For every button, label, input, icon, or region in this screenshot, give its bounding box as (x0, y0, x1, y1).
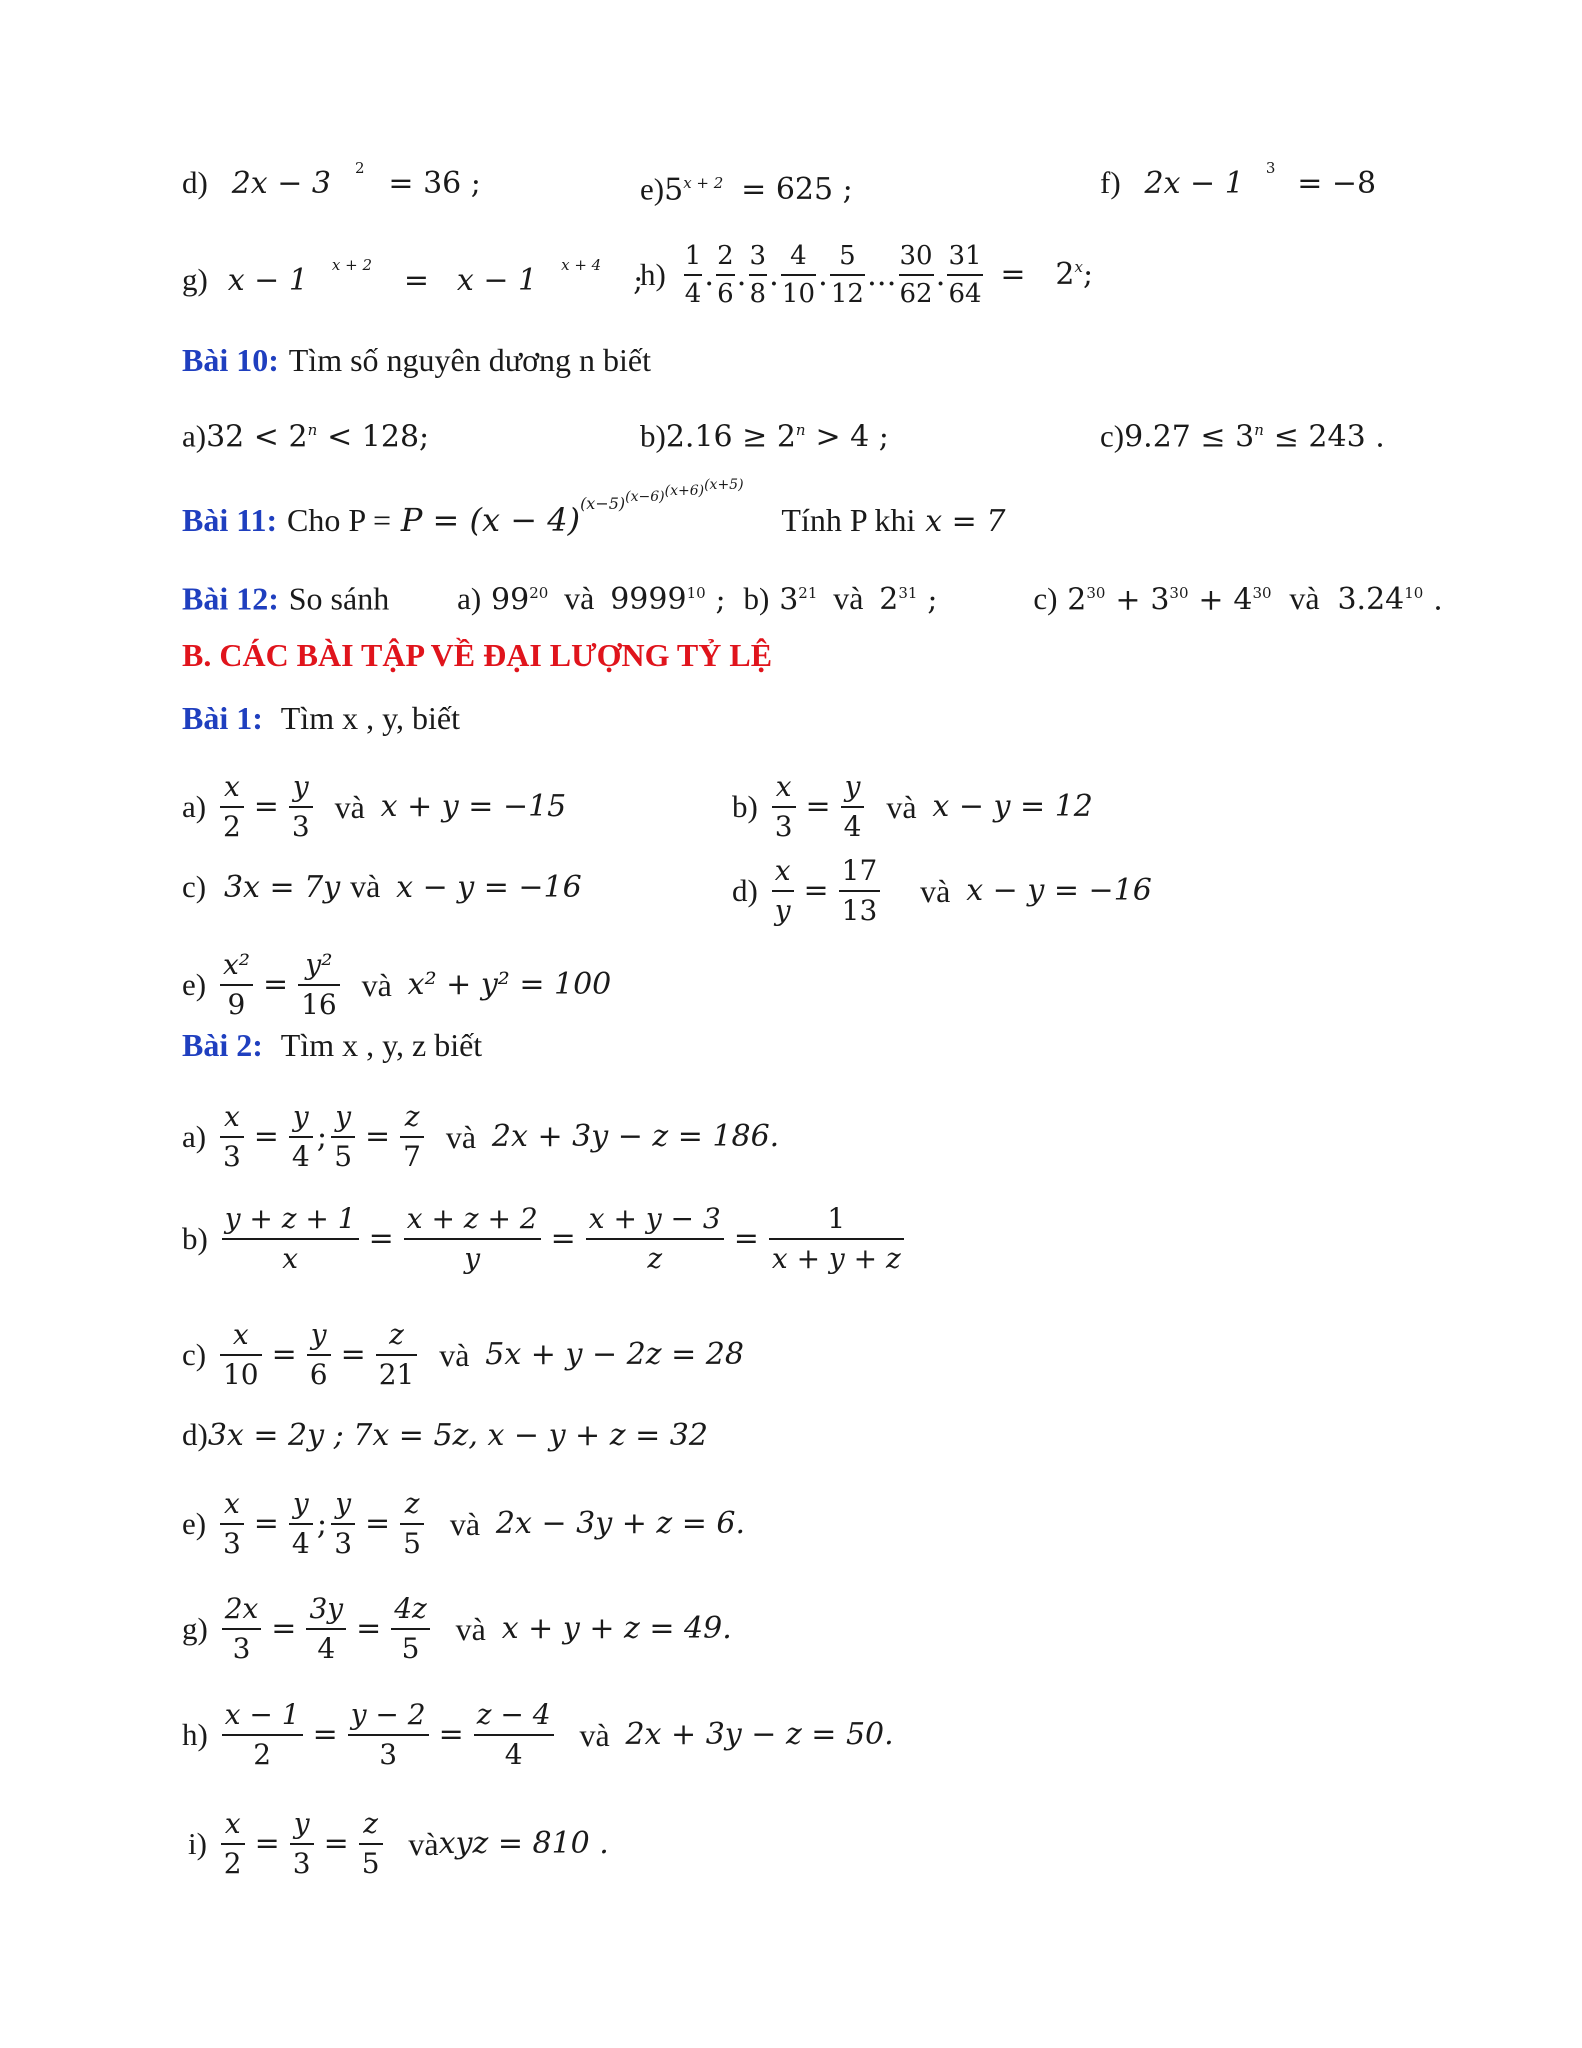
bai-2-e: e) $\frac{x}{3}$ = $\frac{y}{4}$ ; $\frac{y}{3}$ = $\frac{z}{5}$ và 2x − 3y + z = 6. (182, 1485, 745, 1563)
fraction: $\frac{\text{x²}}{9}$ (220, 946, 253, 1024)
bai-2-a: a) $\frac{x}{3}$ = $\frac{y}{4}$ ; $\frac{y}{5}$ = $\frac{z}{7}$ và 2x + 3y − z = 186. (182, 1098, 779, 1176)
fraction: $\frac{2x}{3}$ (222, 1590, 262, 1668)
fraction: $\frac{\text{y²}}{16}$ (298, 946, 340, 1024)
bai-1-heading: Bài 1: Tìm x , y, biết (182, 700, 460, 736)
fraction: $\frac{x + y - 3}{z}$ (586, 1200, 724, 1278)
fraction: $\frac{y - 2}{3}$ (348, 1696, 429, 1774)
exercise-d: d) 2x − 3 $^2$ = 36 ; (182, 159, 481, 201)
bai-2-h: h) $\frac{x - 1}{2}$ = $\frac{y - 2}{3}$ = $\frac{z - 4}{4}$ và 2x + 3y − z = 50. (182, 1696, 894, 1774)
fraction: $\frac{y}{3}$ (289, 768, 313, 846)
fraction: $\frac{y}{5}$ (331, 1098, 355, 1176)
fraction: $\frac{x}{3}$ (772, 768, 796, 846)
bai-10-b: $b)2.16 \ge 2^n > 4$ ; (640, 418, 889, 455)
section-b-title: B. CÁC BÀI TẬP VỀ ĐẠI LƯỢNG TỶ LỆ (182, 637, 773, 673)
fraction: $\frac{x - 1}{2}$ (222, 1696, 303, 1774)
bai-2-d: d)3x = 2y ; 7x = 5z, x − y + z = 32 (182, 1417, 708, 1453)
fraction: $\frac{x + z + 2}{y}$ (404, 1200, 541, 1278)
fraction: $\frac{z}{5}$ (359, 1805, 383, 1883)
bai-10-heading: Bài 10: Tìm số nguyên dương n biết (182, 342, 651, 378)
fraction: $\frac{1}{x + y + z}$ (769, 1200, 904, 1278)
fraction: $\frac{2}{6}$ (716, 238, 735, 312)
fraction: $\frac{1}{4}$ (684, 238, 703, 312)
bai-10-c: $c)9.27 \le 3^n \le 243$ . (1100, 418, 1385, 455)
fraction: $\frac{x}{2}$ (221, 1805, 245, 1883)
bai-1-c: c) 3x = 7y và x − y = −16 (182, 868, 582, 905)
bai-11: Bài 11: Cho $P = P = (x - 4)^{(x-5)(x-6)(x+6)(x+5)}$ Tính P khi x = 7 (182, 477, 1006, 539)
exercise-f: f) 2x − 1 $^3$ = −8 (1100, 159, 1377, 201)
fraction: $\frac{y + z + 1}{x}$ (222, 1200, 359, 1278)
fraction: $\frac{y}{4}$ (841, 768, 865, 846)
bai-1-d: d) $\frac{x}{y}$ = $\frac{17}{13}$ và x − y = −16 (732, 852, 1152, 930)
fraction: $\frac{x}{3}$ (220, 1485, 244, 1563)
bai-10-a: $a)32 < 2^n < 128$; (182, 418, 430, 455)
fraction: $\frac{x}{y}$ (772, 852, 794, 930)
bai-2-c: c) $\frac{x}{10}$ = $\frac{y}{6}$ = $\frac{z}{21}$ và 5x + y − 2z = 28 (182, 1316, 744, 1394)
fraction: $\frac{30}{62}$ (899, 238, 934, 312)
fraction: $\frac{y}{3}$ (331, 1485, 355, 1563)
fraction: $\frac{x}{10}$ (220, 1316, 262, 1394)
bai-1-b: b) $\frac{x}{3}$ = $\frac{y}{4}$ và x − y = 12 (732, 768, 1093, 846)
fraction: $\frac{y}{4}$ (289, 1098, 313, 1176)
exercise-h: h) $\frac{1}{4}$ . $\frac{2}{6}$ . $\frac{3}{8}$ . $\frac{4}{10}$ . $\frac{5}{12}$ ... $\frac{30}{62}$ . $\frac{31}{64}$ = 2$^x$; (640, 238, 1093, 312)
bai-1-e: e) $\frac{\text{x²}}{9}$ = $\frac{\text{y²}}{16}$ và x² + y² = 100 (182, 946, 611, 1024)
fraction: $\frac{4}{10}$ (781, 238, 816, 312)
fraction: $\frac{3}{8}$ (749, 238, 768, 312)
fraction: $\frac{x}{2}$ (220, 768, 244, 846)
exercise-g: g) x − 1 $^{x + 2}$ = x − 1 $^{x + 4}$ ; (182, 256, 644, 298)
bai-2-heading: Bài 2: Tìm x , y, z biết (182, 1027, 483, 1063)
fraction: $\frac{y}{6}$ (307, 1316, 331, 1394)
fraction: $\frac{4z}{5}$ (391, 1590, 430, 1668)
fraction: $\frac{z}{7}$ (400, 1098, 424, 1176)
fraction: $\frac{z}{5}$ (400, 1485, 424, 1563)
exercise-e: $e)5^{x + 2} = 625$ ; (640, 171, 853, 208)
fraction: $\frac{y}{4}$ (289, 1485, 313, 1563)
bai-2-i: i) $\frac{x}{2}$ = $\frac{y}{3}$ = $\frac{z}{5}$ vàxyz = 810 . (188, 1805, 609, 1883)
bai-2-b: b) $\frac{y + z + 1}{x}$ = $\frac{x + z + 2}{y}$ = $\frac{x + y - 3}{z}$ = $\frac{1}{x + y + z}$ (182, 1200, 908, 1278)
bai-1-a: a) $\frac{x}{2}$ = $\frac{y}{3}$ và x + y = −15 (182, 768, 566, 846)
fraction: $\frac{y}{3}$ (290, 1805, 314, 1883)
fraction: $\frac{31}{64}$ (947, 238, 982, 312)
fraction: $\frac{z - 4}{4}$ (474, 1696, 554, 1774)
bai-2-g: g) $\frac{2x}{3}$ = $\frac{3y}{4}$ = $\frac{4z}{5}$ và x + y + z = 49. (182, 1590, 732, 1668)
fraction: $\frac{17}{13}$ (839, 852, 881, 930)
fraction: $\frac{3y}{4}$ (306, 1590, 346, 1668)
fraction: $\frac{5}{12}$ (830, 238, 865, 312)
fraction: $\frac{x}{3}$ (220, 1098, 244, 1176)
fraction: $\frac{z}{21}$ (376, 1316, 418, 1394)
bai-12: Bài 12: So sánh a) $99^{20}$ và 9999$^{10}$ ; b) $3^{21}$ và $2^{31}$ ; c) $2^{30} + 3^{30} + 4^{30}$ và 3.24$^{10}$ . (182, 580, 1443, 618)
